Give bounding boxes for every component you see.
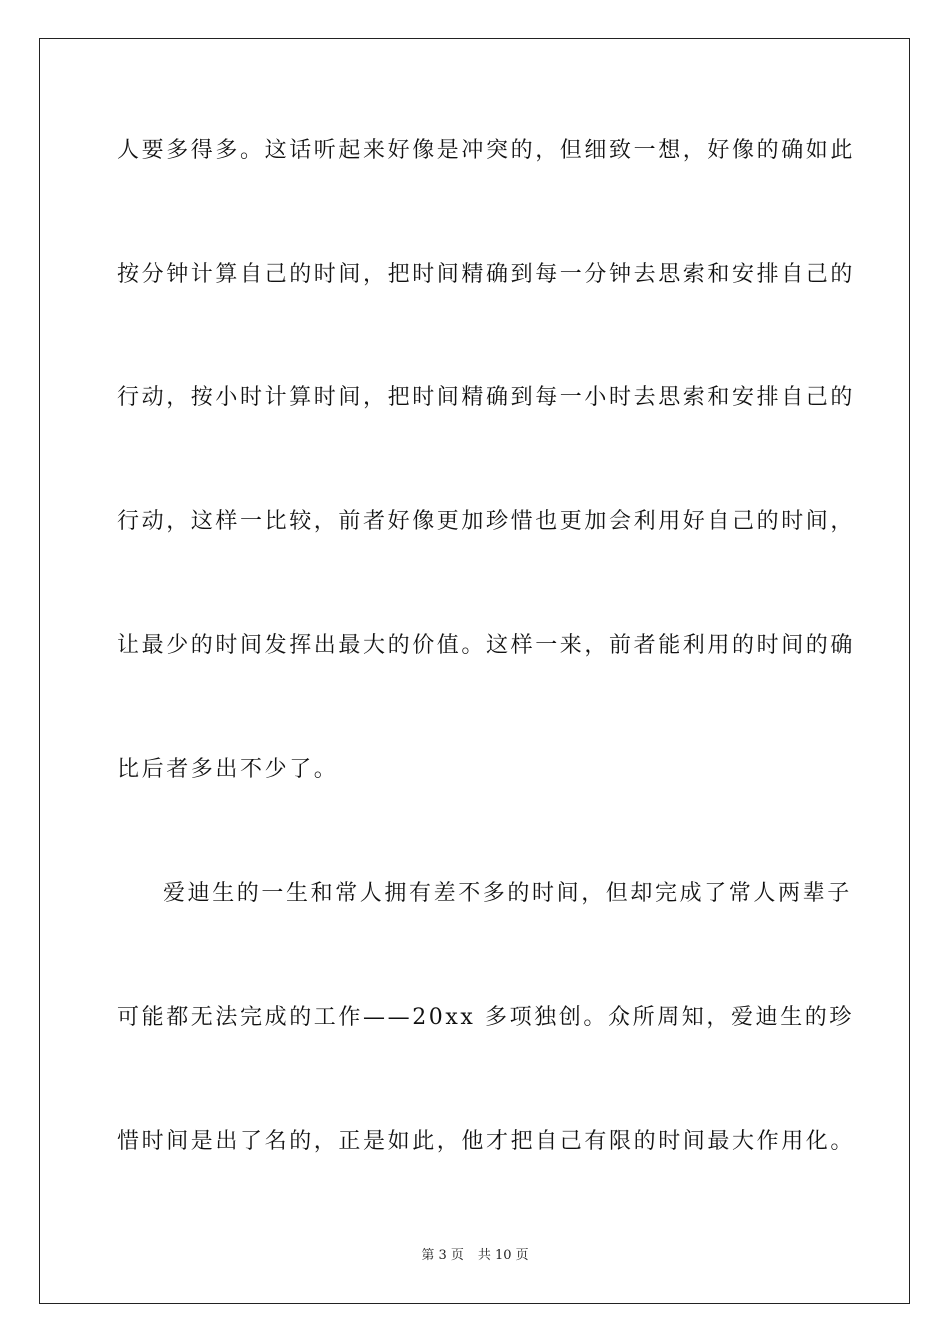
body-text-line: 让最少的时间发挥出最大的价值。这样一来，前者能利用的时间的确 <box>117 633 856 658</box>
body-text-line: 按分钟计算自己的时间，把时间精确到每一分钟去思索和安排自己的 <box>117 262 856 287</box>
body-text-line: 比后者多出不少了。 <box>117 757 339 782</box>
page-footer <box>0 1247 950 1265</box>
paragraph-first-line: 爱迪生的一生和常人拥有差不多的时间，但却完成了常人两辈子 <box>163 881 852 906</box>
page-total: 共 10 页 <box>477 1248 529 1263</box>
page-border <box>39 38 910 1304</box>
body-text-line: 惜时间是出了名的，正是如此，他才把自己有限的时间最大作用化。 <box>117 1129 856 1154</box>
page-number: 第 3 页 <box>421 1248 464 1263</box>
body-text-line: 行动，按小时计算时间，把时间精确到每一小时去思索和安排自己的 <box>117 385 856 410</box>
body-text-line: 人要多得多。这话听起来好像是冲突的，但细致一想，好像的确如此 <box>117 138 856 163</box>
body-text-line: 可能都无法完成的工作——20xx 多项独创。众所周知，爱迪生的珍 <box>117 1005 855 1030</box>
body-text-line: 行动，这样一比较，前者好像更加珍惜也更加会利用好自己的时间， <box>117 509 856 534</box>
